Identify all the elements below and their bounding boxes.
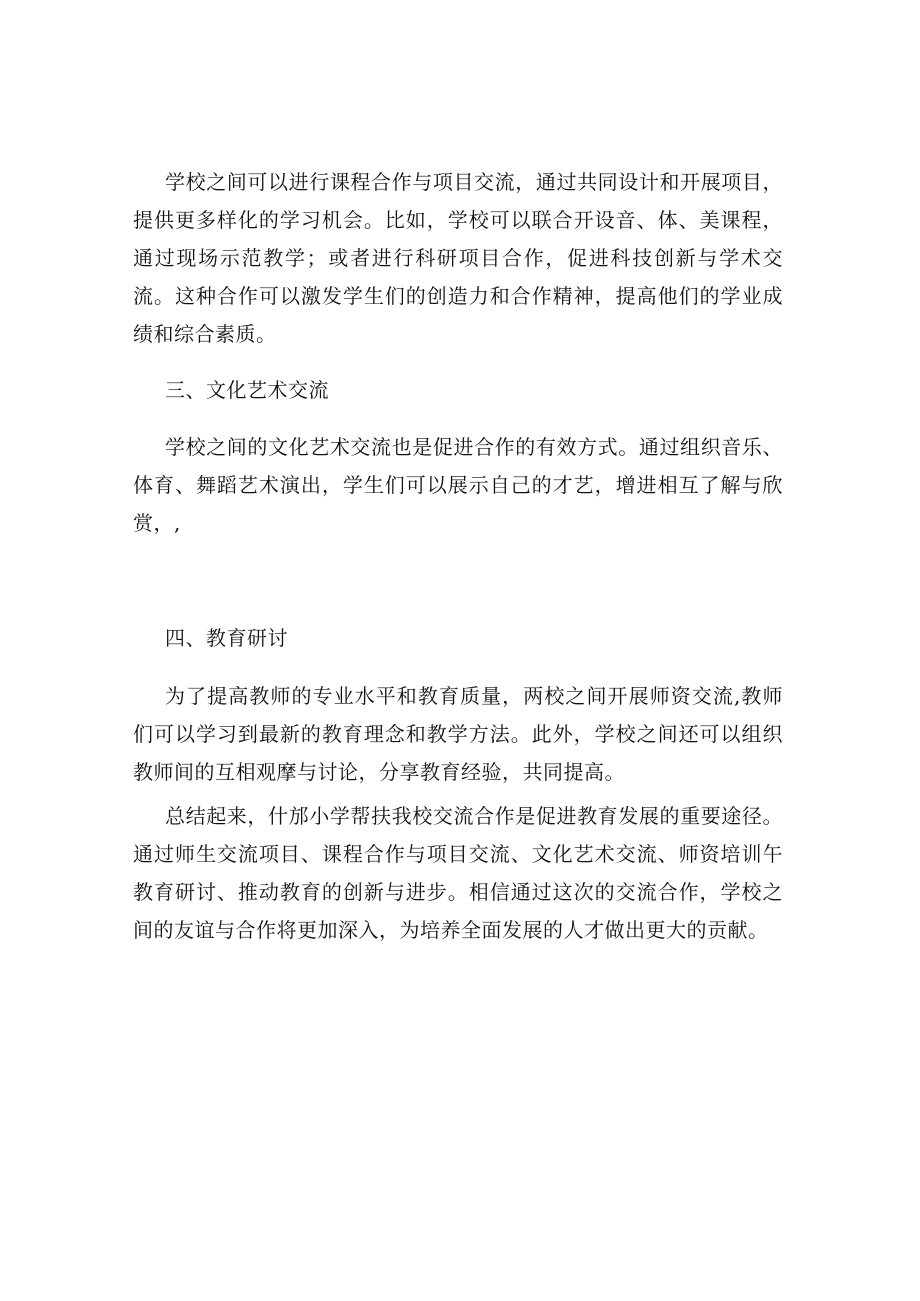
section-heading-culture-exchange: 三、文化艺术交流 [165,378,329,402]
section-heading-education-seminar: 四、教育研讨 [165,626,288,650]
paragraph-course-cooperation: 学校之间可以进行课程合作与项目交流，通过共同设计和开展项目，提供更多样化的学习机会。比如，学校可以联合开设音、体、美课程，通过现场示范教学；或者进行科研项目合作，促进科技创新与学术交流。这种合作可以激发学生们的创造力和合作精神，提高他们的学业成绩和综合素质。 [133,170,783,346]
paragraph-summary: 总结起来，什邡小学帮扶我校交流合作是促进教育发展的重要途径。通过师生交流项目、课程合作与项目交流、文化艺术交流、师资培训午教育研讨、推动教育的创新与进步。相信通过这次的交流合作，学校之间的友谊与合作将更加深入，为培养全面发展的人才做出更大的贡献。 [133,804,783,942]
paragraph-culture-exchange: 学校之间的文化艺术交流也是促进合作的有效方式。通过组织音乐、体育、舞蹈艺术演出，学生们可以展示自己的才艺，增进相互了解与欣赏，, [133,435,783,535]
paragraph-education-seminar: 为了提高教师的专业水平和教育质量，两校之间开展师资交流,教师们可以学习到最新的教育理念和教学方法。此外，学校之间还可以组织教师间的互相观摩与讨论，分享教育经验，共同提高。 [133,684,783,784]
